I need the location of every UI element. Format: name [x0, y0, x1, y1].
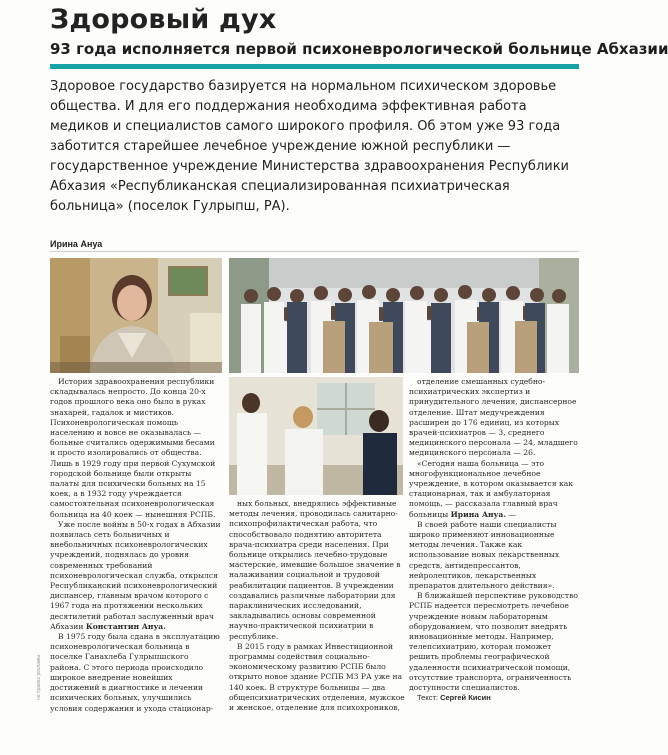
bold-name: Константин Ануа.	[85, 621, 166, 631]
paragraph: ных больных, внедрялись эффективные методы лечения, проводилась санитарно-психопрофилактическая работа, что способствовало поднятию авторитета врача-психиатра среди населения. При больнице открылись лечебно-трудовые мастерские, имевшие большое значение в налаживании социальной и трудовой реабилитации пациентов. В учреждении создавались различные лаборатории для параклинических исследований, закладывались основы современной научно-практической психиатрии в республике.	[229, 499, 401, 641]
paragraph: отделение смешанных судебно-психиатрических экспертиз и принудительного лечения, диспансерное отделение. Штат медучреждения расширен до 176 единиц, из которых врачей-психиатров — 3, среднего медицинского персонала — 24, младшего медицинского персонала — 26.	[409, 377, 578, 458]
portrait-illustration	[50, 258, 222, 373]
ad-disclaimer: на правах рекламы	[36, 654, 42, 700]
paragraph: В своей работе наши специалисты широко применяют инновационные методы лечения. Также как использование новых лекарственных средств, антидепрессантов, нейролептиков, лекарственных препаратов длительного действия».	[409, 519, 560, 591]
text-credit: Текст: Сергей Кисин	[417, 693, 491, 703]
paragraph: В 1975 году была сдана в эксплуатацию психоневрологическая больница в поселке Ганахлеба Гулрыпшского района. С этого периода происходило широкое внедрение новейших достижений в диагностике и лечении психических больных, улучшились условия содержания и ухода стационар-	[50, 632, 220, 713]
article-column-1	[50, 377, 222, 749]
article-column-3	[409, 377, 579, 749]
author-byline: Ирина Ануа	[50, 239, 103, 249]
article-title: Здоровый дух	[50, 4, 277, 35]
lead-paragraph: Здоровое государство базируется на нормальном психическом здоровье общества. И для его поддержания необходима эффективная работа медиков и специалистов самого широкого профиля. Об этом уже 93 года заботится старейшее лечебное учреждение южной республики — государственное учреждение Министерства здравоохранения Республики Абхазия «Республиканская специализированная психиатрическая больница» (поселок Гулрыпш, РА).	[50, 79, 570, 214]
paragraph: В ближайшей перспективе руководство РСПБ надеется пересмотреть лечебное учреждение новым лабораторным оборудованием, что позволит внедрять инновационные методы. Например, телепсихиатрию, которая поможет решить проблемы географической удаленности психиатрической помощи, отсутствие транспорта, ограниченность доступности специалистов.	[409, 591, 578, 693]
accent-divider	[50, 64, 579, 69]
photo-staff-group	[229, 258, 579, 373]
paragraph: В 2015 году в рамках Инвестиционной программы содействия социально-экономическому развитию РСПБ было открыто новое здание РСПБ МЗ РА уже на 140 коек. В структуре больницы — два общепсихиатрических отделения, мужское и женское, отделение для психохроников,	[229, 641, 405, 713]
paragraph: «Сегодня наша больница — это многофункциональное лечебное учреждение, в котором оказывается как стационарная, так и амбулаторная помощь, — рассказала главный врач больницы Ирина Ануа. —	[409, 458, 573, 519]
consultation-illustration	[229, 377, 403, 495]
bold-name: Ирина Ануа.	[450, 509, 506, 519]
photo-chief-doctor	[50, 258, 222, 373]
photo-consultation	[229, 377, 403, 495]
article-subtitle: 93 года исполняется первой психоневрологической больнице Абхазии	[50, 40, 668, 58]
paragraph: История здравоохранения республики складывалась непросто. До конца 20-х годов прошлого века оно было в руках знахарей, гадалок и мистиков. Психоневрологическая помощь населению и вовсе не оказывалась — больные считались одержимыми бесами и просто изолировались от общества. Лишь в 1929 году при первой Сухумской городской больнице были открыты палаты для психически больных на 15 коек, а в 1932 году учреждается самостоятельная психоневрологическая больница на 40 коек — нынешняя РСПБ.	[50, 377, 216, 519]
byline-rule	[50, 251, 579, 252]
article-column-2	[229, 499, 405, 749]
group-illustration	[229, 258, 579, 373]
paragraph: Уже после войны в 50-х годах в Абхазии появилась сеть больничных и внебольничных психоневрологических учреждений, поднялась до уровня современных требований психоневрологическая служба, открылся Республиканский психоневрологический диспансер, главным врачом которого с 1967 года на протяжении нескольких десятилетий работал заслуженный врач Абхазии Константин Ануа.	[50, 519, 221, 631]
